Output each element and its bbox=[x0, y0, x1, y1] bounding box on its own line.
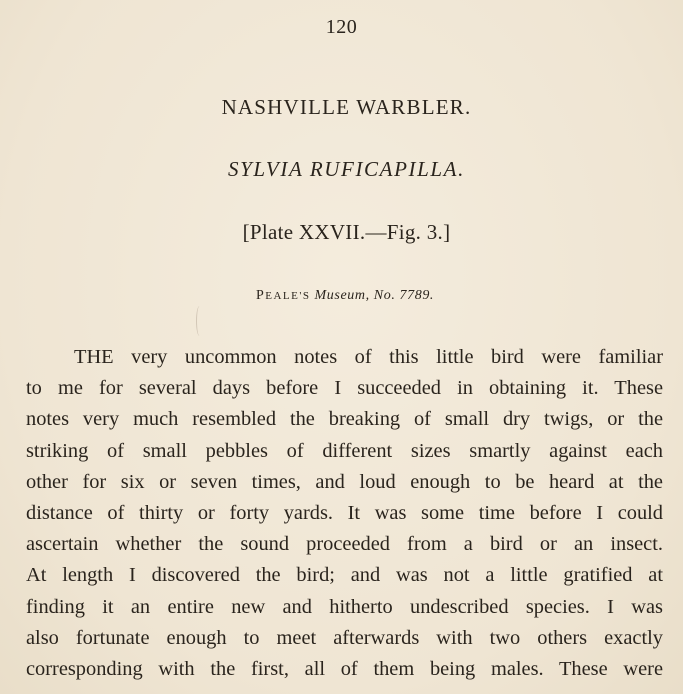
body-line: corresponding with the first, all of them being males. These were bbox=[26, 657, 663, 680]
species-title: NASHVILLE WARBLER. bbox=[221, 95, 472, 119]
latin-name: SYLVIA RUFICAPILLA. bbox=[228, 157, 465, 181]
museum-peale-rest: EALE'S bbox=[265, 290, 311, 302]
body-line: distance of thirty or forty yards. It was some time before I could bbox=[26, 501, 663, 524]
body-line: finding it an entire new and hitherto undescribed species. I was bbox=[26, 595, 663, 618]
body-line: striking of small pebbles of different sizes smartly against each bbox=[26, 439, 663, 462]
plate-reference: [Plate XXVII.—Fig. 3.] bbox=[242, 220, 451, 244]
page-number: 120 bbox=[325, 16, 358, 38]
body-line: notes very much resembled the breaking of small dry twigs, or the bbox=[26, 408, 663, 431]
body-line: other for six or seven times, and loud enough to be heard at the bbox=[26, 470, 663, 493]
body-line: THE very uncommon notes of this little bird were familiar bbox=[74, 346, 663, 368]
museum-reference bbox=[0, 288, 683, 304]
body-line: to me for several days before I succeeded in obtaining it. These bbox=[26, 377, 663, 400]
body-line: also fortunate enough to meet afterwards with two others exactly bbox=[26, 626, 663, 649]
museum-peale-initial: P bbox=[255, 288, 266, 303]
paper-mark bbox=[196, 306, 203, 336]
body-line: ascertain whether the sound proceeded from a bird or an insect. bbox=[26, 533, 663, 556]
museum-word: Museum, bbox=[314, 288, 370, 303]
body-paragraph bbox=[26, 342, 663, 685]
body-line: At length I discovered the bird; and was not a little gratified at bbox=[26, 564, 663, 587]
museum-number: No. 7789. bbox=[373, 288, 435, 303]
